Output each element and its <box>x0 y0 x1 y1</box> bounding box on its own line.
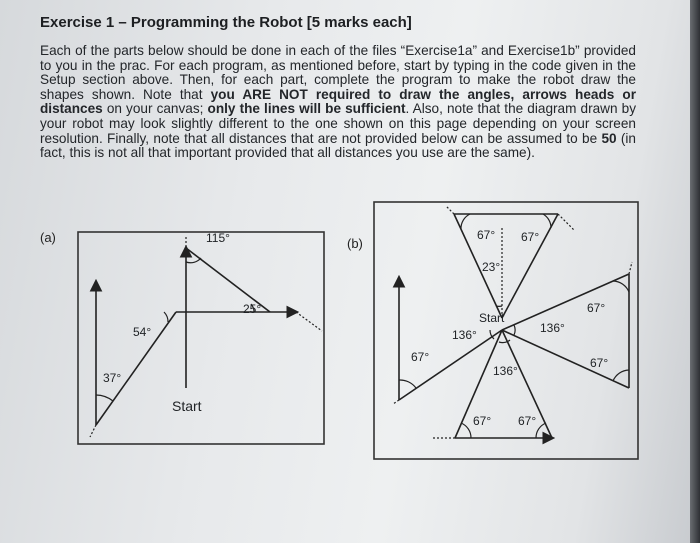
para-text-1: Each of the parts below should be done in each of the files “Exercise1a” and Exercise1b” provided to you in the prac. For each program, as mentioned before, start by typing in the code given in the Setup section above. Then, for each part, complete the program to make the robot draw the shapes shown. Note that <box>40 43 636 102</box>
b-arc-right-bottom <box>613 370 629 381</box>
b-angle-bottom-left: 67° <box>473 414 492 428</box>
part-a-label: (a) <box>40 230 56 245</box>
b-dash-left <box>393 400 399 404</box>
b-angle-136-right: 136° <box>540 321 565 335</box>
para-text-3: . Also, note that the diagram drawn by your robot may look slightly different to the one shown on this page depending on your screen resolution. Finally, note that all distances that are not provided below can be assumed to be <box>40 101 636 146</box>
para-bold-3: 50 <box>601 130 617 146</box>
para-bold-1: you ARE NOT required to draw the angles, arrows heads or distances <box>40 86 637 117</box>
diagram-a <box>78 231 324 444</box>
b-arc-bottom-right <box>536 423 546 438</box>
b-angle-right-bottom: 67° <box>590 356 609 370</box>
b-angle-top-right: 67° <box>521 230 540 244</box>
a-dash-bottom <box>90 425 96 437</box>
b-angle-23: 23° <box>482 260 501 274</box>
part-b-label: (b) <box>347 236 363 251</box>
a-angle-54: 54° <box>133 325 152 339</box>
b-arc-top-right <box>543 214 551 228</box>
a-angle-37: 37° <box>103 371 122 385</box>
b-angle-136-left: 136° <box>452 328 477 342</box>
diagram-b-frame <box>374 202 638 459</box>
a-arc-54 <box>164 312 168 322</box>
diagram-b <box>374 202 638 459</box>
b-dash-right <box>629 262 632 274</box>
b-dash-top-right <box>558 214 574 230</box>
para-bold-2: only the lines will be sufficient <box>207 101 406 117</box>
exercise-title: Exercise 1 – Programming the Robot [5 marks each] <box>40 14 412 31</box>
b-start-label: Start <box>479 311 505 325</box>
a-start-label: Start <box>172 398 202 414</box>
a-dash-right <box>296 312 322 331</box>
b-arc-right-top <box>613 281 629 292</box>
b-angle-bottom-right: 67° <box>518 414 537 428</box>
b-arc-left <box>399 380 416 388</box>
b-arc-136-right <box>514 325 515 335</box>
b-angle-top-left: 67° <box>477 228 496 242</box>
a-angle-115: 115° <box>206 231 230 245</box>
b-arc-bottom-left <box>461 423 471 438</box>
b-right-lower-side <box>502 330 629 388</box>
b-angle-right-top: 67° <box>587 301 606 315</box>
b-arc-top-left <box>461 214 470 229</box>
para-text-2: on your canvas; <box>102 101 208 117</box>
a-arc-37 <box>96 395 113 401</box>
para-text-4: (in fact, this is not all that important provided that all distances you use are the same). <box>40 130 636 161</box>
b-dash-top-left <box>446 206 454 214</box>
b-angle-136-bottom: 136° <box>493 364 518 378</box>
a-angle-25: 25° <box>243 302 262 316</box>
b-angle-left: 67° <box>411 350 430 364</box>
